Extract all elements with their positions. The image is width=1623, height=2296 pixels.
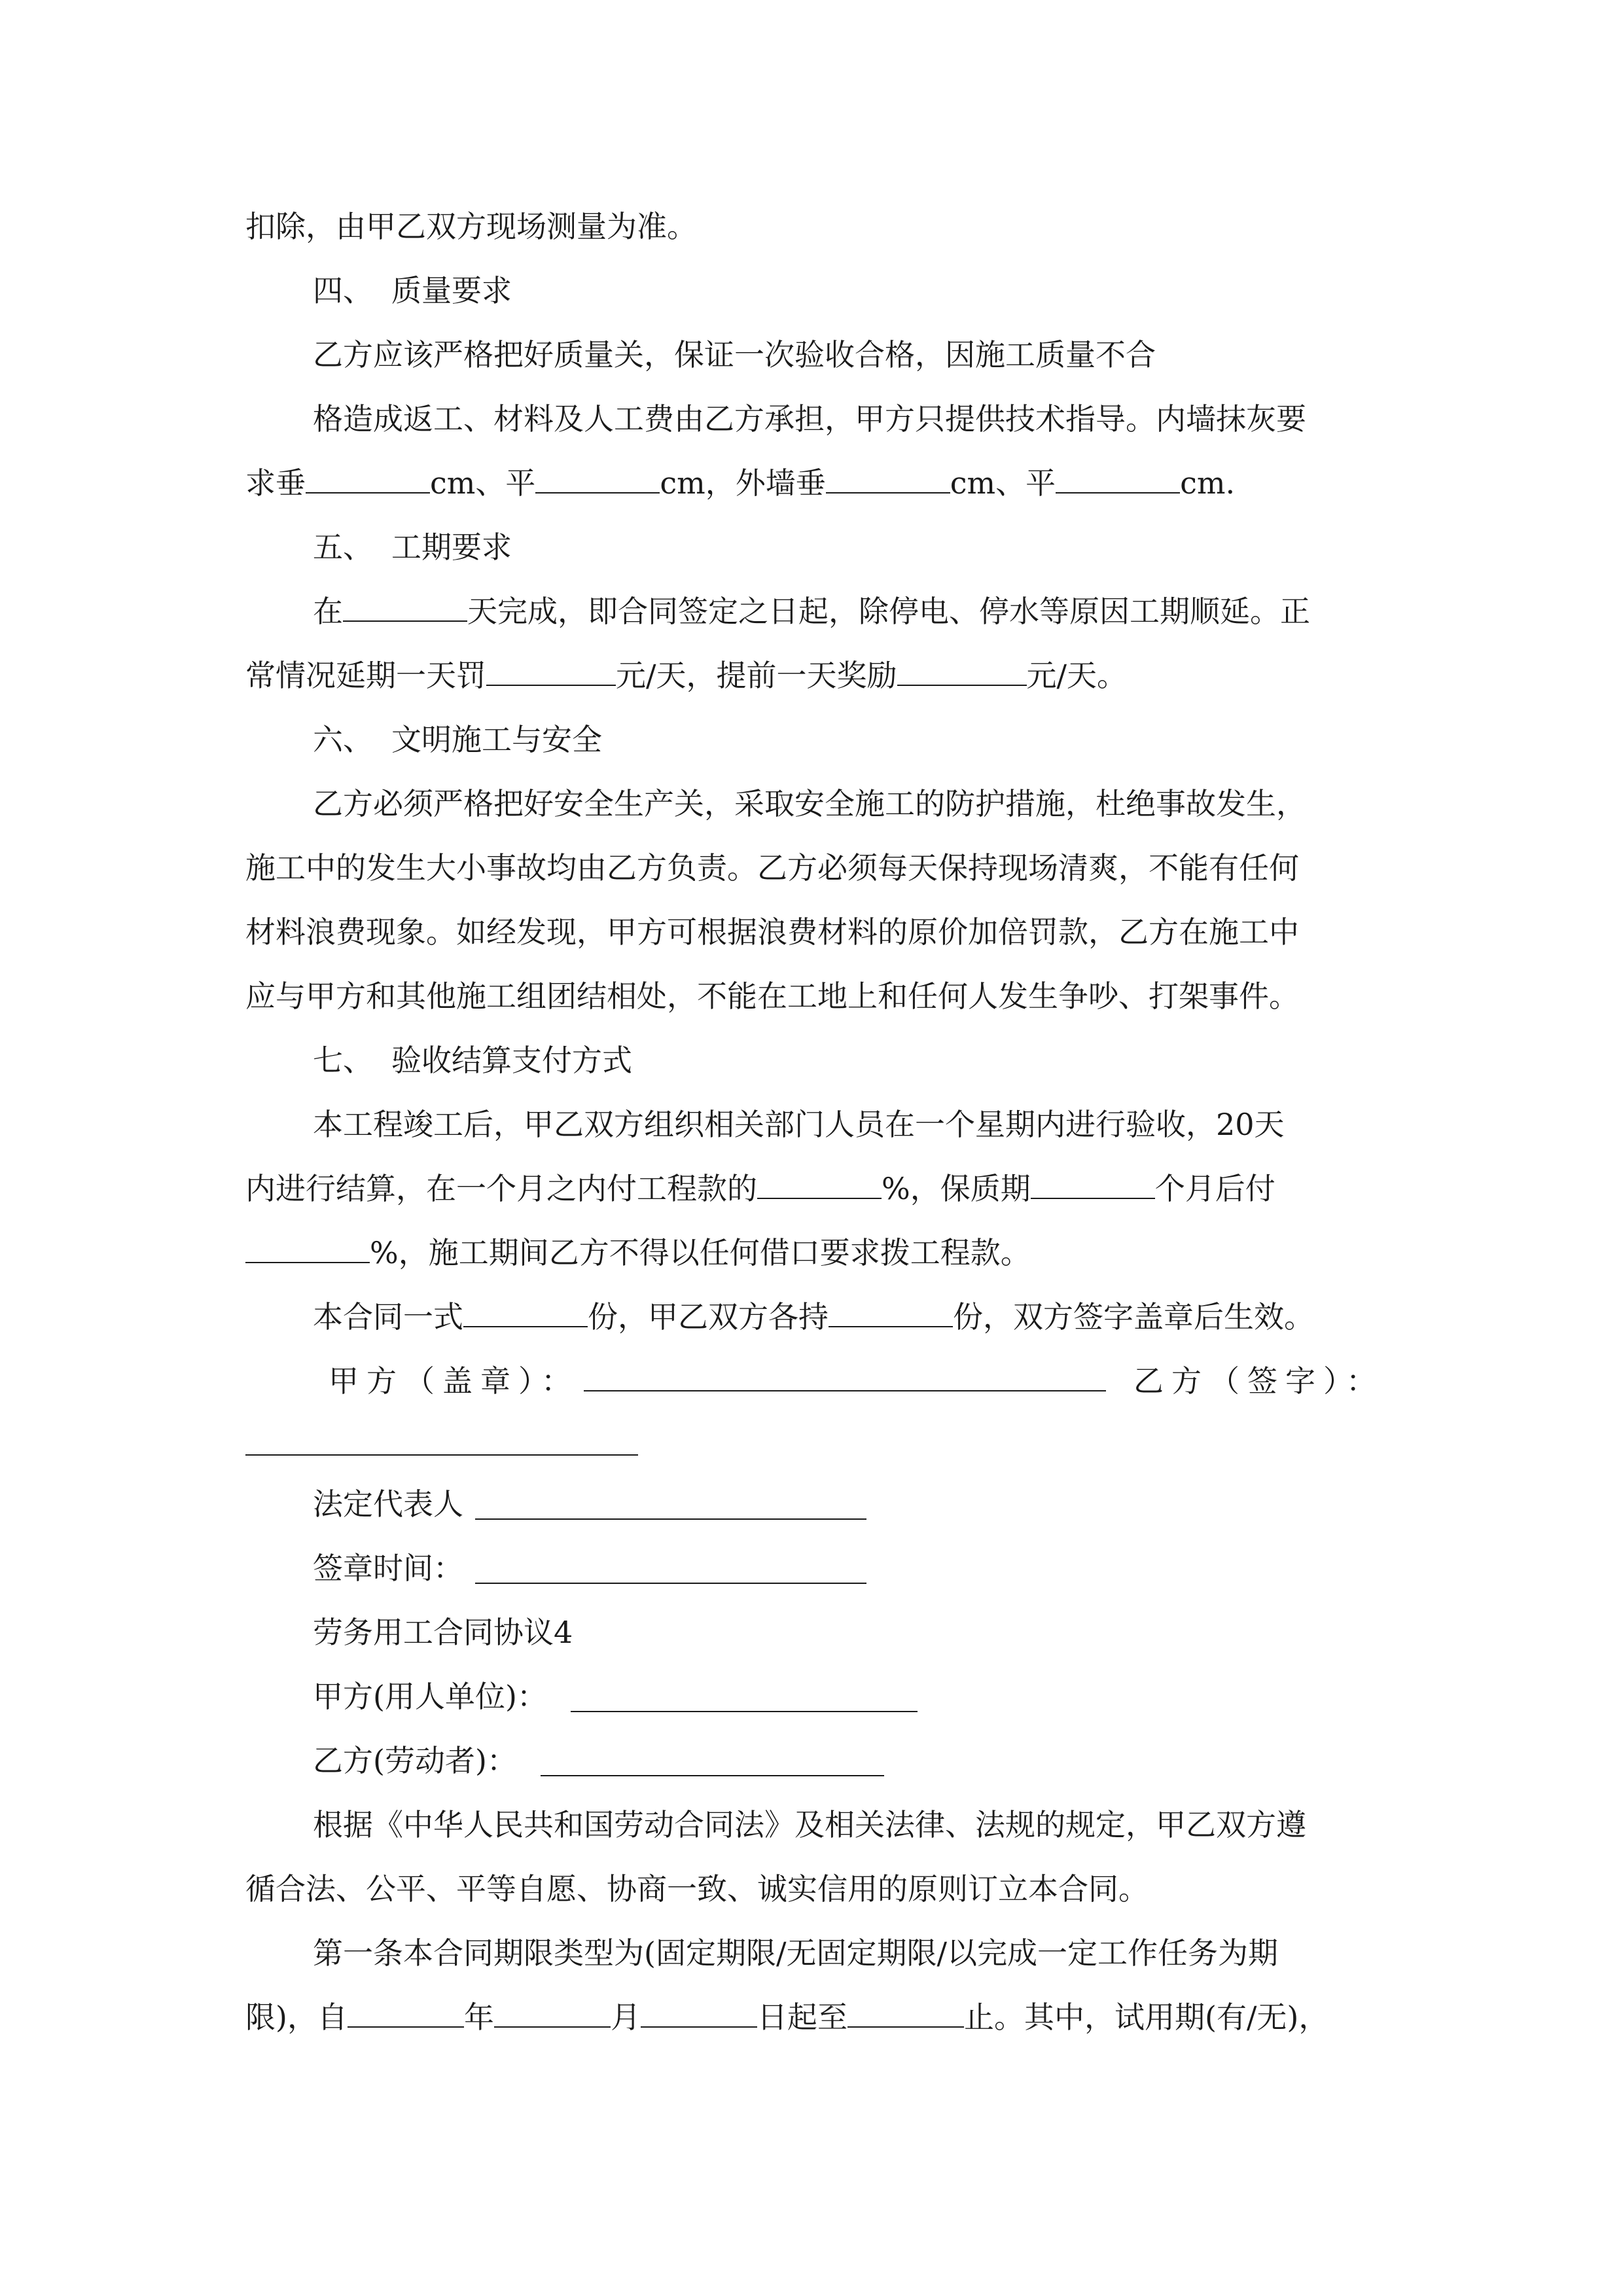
fill-blank: [847, 1996, 964, 2028]
fill-blank: [757, 1168, 882, 1199]
paragraph-line: 在 天完成，即合同签定之日起，除停电、停水等原因工期顺延。正: [313, 590, 1310, 632]
paragraph-line: 限)，自 年 月 日起至 止。其中，试用期(有/无)，: [245, 1996, 1329, 2038]
fill-blank: [245, 1232, 370, 1263]
fill-blank: [306, 462, 430, 493]
paragraph-line: 根据《中华人民共和国劳动合同法》及相关法律、法规的规定，甲乙双方遵: [313, 1807, 1306, 1842]
signing-date-line: [475, 1583, 866, 1584]
fill-blank: [641, 1996, 757, 2028]
legal-representative-label: 法定代表人: [313, 1486, 463, 1522]
paragraph-line: 循合法、公平、平等自愿、协商一致、诚实信用的原则订立本合同。: [245, 1871, 1149, 1907]
paragraph-line: 内进行结算，在一个月之内付工程款的 %，保质期 个月后付: [245, 1168, 1275, 1210]
section-heading-6: 六、 文明施工与安全: [313, 722, 602, 757]
signing-date-label: 签章时间：: [313, 1551, 463, 1586]
fill-blank: [486, 655, 616, 686]
employer-label: 甲方(用人单位)：: [313, 1679, 547, 1714]
employer-line: [571, 1711, 918, 1712]
paragraph-line: 应与甲方和其他施工组团结相处，不能在工地上和任何人发生争吵、打架事件。: [245, 978, 1299, 1014]
paragraph-line: 扣除，由甲乙双方现场测量为准。: [245, 209, 697, 244]
paragraph-line: 求垂 cm、平 cm，外墙垂 cm、平 cm.: [245, 462, 1235, 504]
fill-blank: [348, 1996, 464, 2028]
party-a-signature-line: [584, 1390, 1106, 1391]
paragraph-line: %，施工期间乙方不得以任何借口要求拨工程款。: [245, 1232, 1031, 1274]
worker-line: [541, 1775, 884, 1776]
party-a-seal-label: 甲方（盖章）：: [329, 1363, 579, 1399]
paragraph-line: 本工程竣工后，甲乙双方组织相关部门人员在一个星期内进行验收，20天: [313, 1107, 1285, 1142]
paragraph-line: 施工中的发生大小事故均由乙方负责。乙方必须每天保持现场清爽，不能有任何: [245, 850, 1299, 886]
party-b-signature-line: [245, 1454, 638, 1456]
paragraph-line: 常情况延期一天罚 元/天，提前一天奖励 元/天。: [245, 655, 1127, 696]
paragraph-line: 材料浪费现象。如经发现，甲方可根据浪费材料的原价加倍罚款，乙方在施工中: [245, 914, 1299, 950]
party-b-sign-label: 乙方（签字）：: [1133, 1363, 1384, 1399]
worker-label: 乙方(劳动者)：: [313, 1743, 517, 1778]
section-heading-7: 七、 验收结算支付方式: [313, 1043, 632, 1078]
paragraph-line: 乙方应该严格把好质量关，保证一次验收合格，因施工质量不合: [313, 337, 1156, 372]
fill-blank: [494, 1996, 611, 2028]
fill-blank: [1056, 462, 1180, 493]
fill-blank: [535, 462, 660, 493]
fill-blank: [1031, 1168, 1155, 1199]
paragraph-line: 乙方必须严格把好安全生产关，采取安全施工的防护措施，杜绝事故发生，: [313, 786, 1306, 821]
contract-title: 劳务用工合同协议4: [313, 1615, 573, 1650]
fill-blank: [826, 462, 950, 493]
fill-blank: [463, 1296, 588, 1327]
paragraph-line: 第一条本合同期限类型为(固定期限/无固定期限/以完成一定工作任务为期: [313, 1935, 1278, 1971]
legal-representative-line: [475, 1518, 866, 1520]
fill-blank: [343, 590, 467, 622]
section-heading-5: 五、 工期要求: [313, 529, 512, 565]
paragraph-line: 本合同一式 份，甲乙双方各持 份，双方签字盖章后生效。: [313, 1296, 1314, 1338]
fill-blank: [897, 655, 1027, 686]
section-heading-4: 四、 质量要求: [313, 273, 512, 308]
fill-blank: [829, 1296, 953, 1327]
paragraph-line: 格造成返工、材料及人工费由乙方承担，甲方只提供技术指导。内墙抹灰要: [313, 401, 1306, 437]
